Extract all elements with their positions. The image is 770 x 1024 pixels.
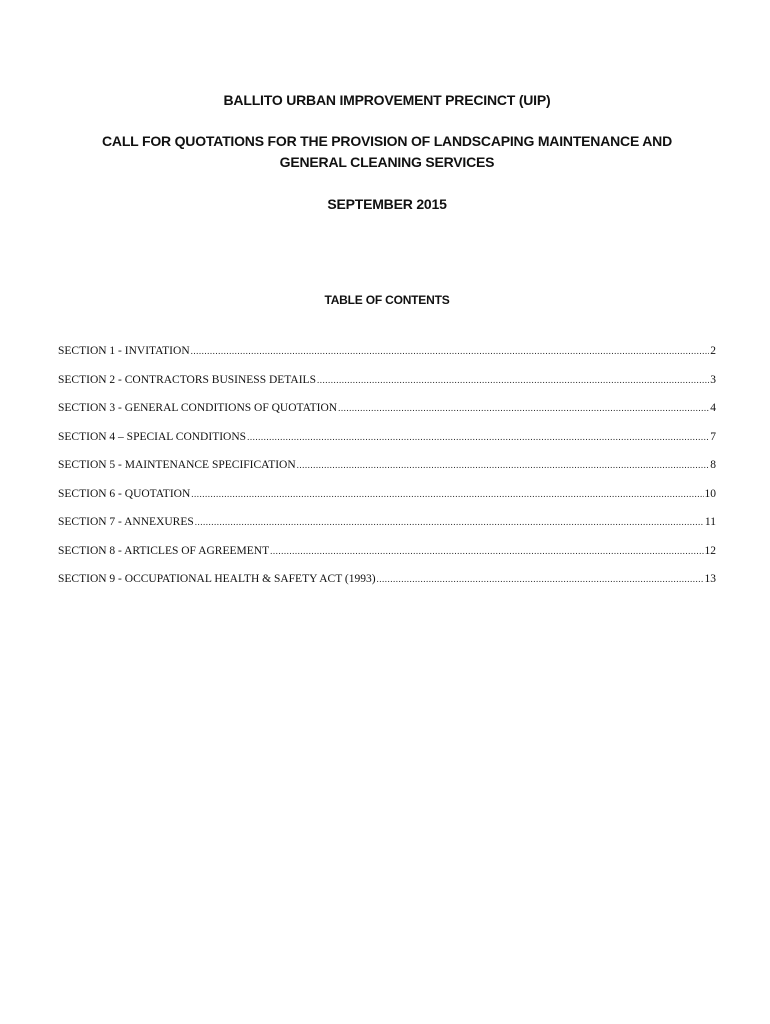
toc-entry-section-4[interactable] <box>58 429 716 458</box>
toc-dot-leader <box>191 343 710 359</box>
toc-dot-leader <box>338 400 709 416</box>
toc-dot-leader <box>195 514 704 530</box>
toc-entry-section-1[interactable] <box>58 343 716 372</box>
table-of-contents <box>58 343 716 600</box>
toc-dot-leader <box>317 372 709 388</box>
toc-entry-title: SECTION 6 - QUOTATION <box>58 487 191 500</box>
toc-page-number: 10 <box>704 487 716 500</box>
toc-entry-title: SECTION 4 – SPECIAL CONDITIONS <box>58 430 247 443</box>
toc-entry-section-7[interactable] <box>58 514 716 543</box>
toc-entry-section-9[interactable] <box>58 571 716 600</box>
toc-page-number: 13 <box>704 573 716 585</box>
call-title-line-2: GENERAL CLEANING SERVICES <box>279 154 495 170</box>
toc-page-number: 3 <box>710 373 716 386</box>
toc-entry-title: SECTION 7 - ANNEXURES <box>58 516 194 528</box>
toc-page-number: 8 <box>710 459 716 471</box>
toc-page-number: 12 <box>704 544 716 557</box>
toc-entry-title: SECTION 1 - INVITATION <box>58 345 190 357</box>
toc-entry-title: SECTION 8 - ARTICLES OF AGREEMENT <box>58 544 270 557</box>
toc-dot-leader <box>377 571 704 587</box>
call-title-line-1: CALL FOR QUOTATIONS FOR THE PROVISION OF LANDSCAPING MAINTENANCE AND <box>102 133 672 149</box>
toc-entry-title: SECTION 5 - MAINTENANCE SPECIFICATION <box>58 459 296 471</box>
toc-entry-section-6[interactable] <box>58 486 716 515</box>
toc-entry-section-8[interactable] <box>58 543 716 572</box>
toc-entry-title: SECTION 2 - CONTRACTORS BUSINESS DETAILS <box>58 373 316 386</box>
toc-heading: TABLE OF CONTENTS <box>324 293 450 307</box>
toc-entry-section-2[interactable] <box>58 372 716 401</box>
toc-page-number: 2 <box>710 345 716 357</box>
toc-page-number: 4 <box>710 402 716 414</box>
toc-dot-leader <box>270 543 703 559</box>
toc-entry-title: SECTION 3 - GENERAL CONDITIONS OF QUOTATION <box>58 402 338 414</box>
precinct-title: BALLITO URBAN IMPROVEMENT PRECINCT (UIP) <box>223 92 551 108</box>
toc-page-number: 11 <box>704 516 716 528</box>
toc-dot-leader <box>191 486 703 502</box>
toc-entry-section-5[interactable] <box>58 457 716 486</box>
toc-page-number: 7 <box>710 430 716 443</box>
document-date: SEPTEMBER 2015 <box>327 196 447 212</box>
toc-dot-leader <box>247 429 709 445</box>
call-for-quotations-title <box>40 131 734 173</box>
toc-dot-leader <box>297 457 710 473</box>
toc-entry-section-3[interactable] <box>58 400 716 429</box>
toc-entry-title: SECTION 9 - OCCUPATIONAL HEALTH & SAFETY ACT (1993) <box>58 573 376 585</box>
